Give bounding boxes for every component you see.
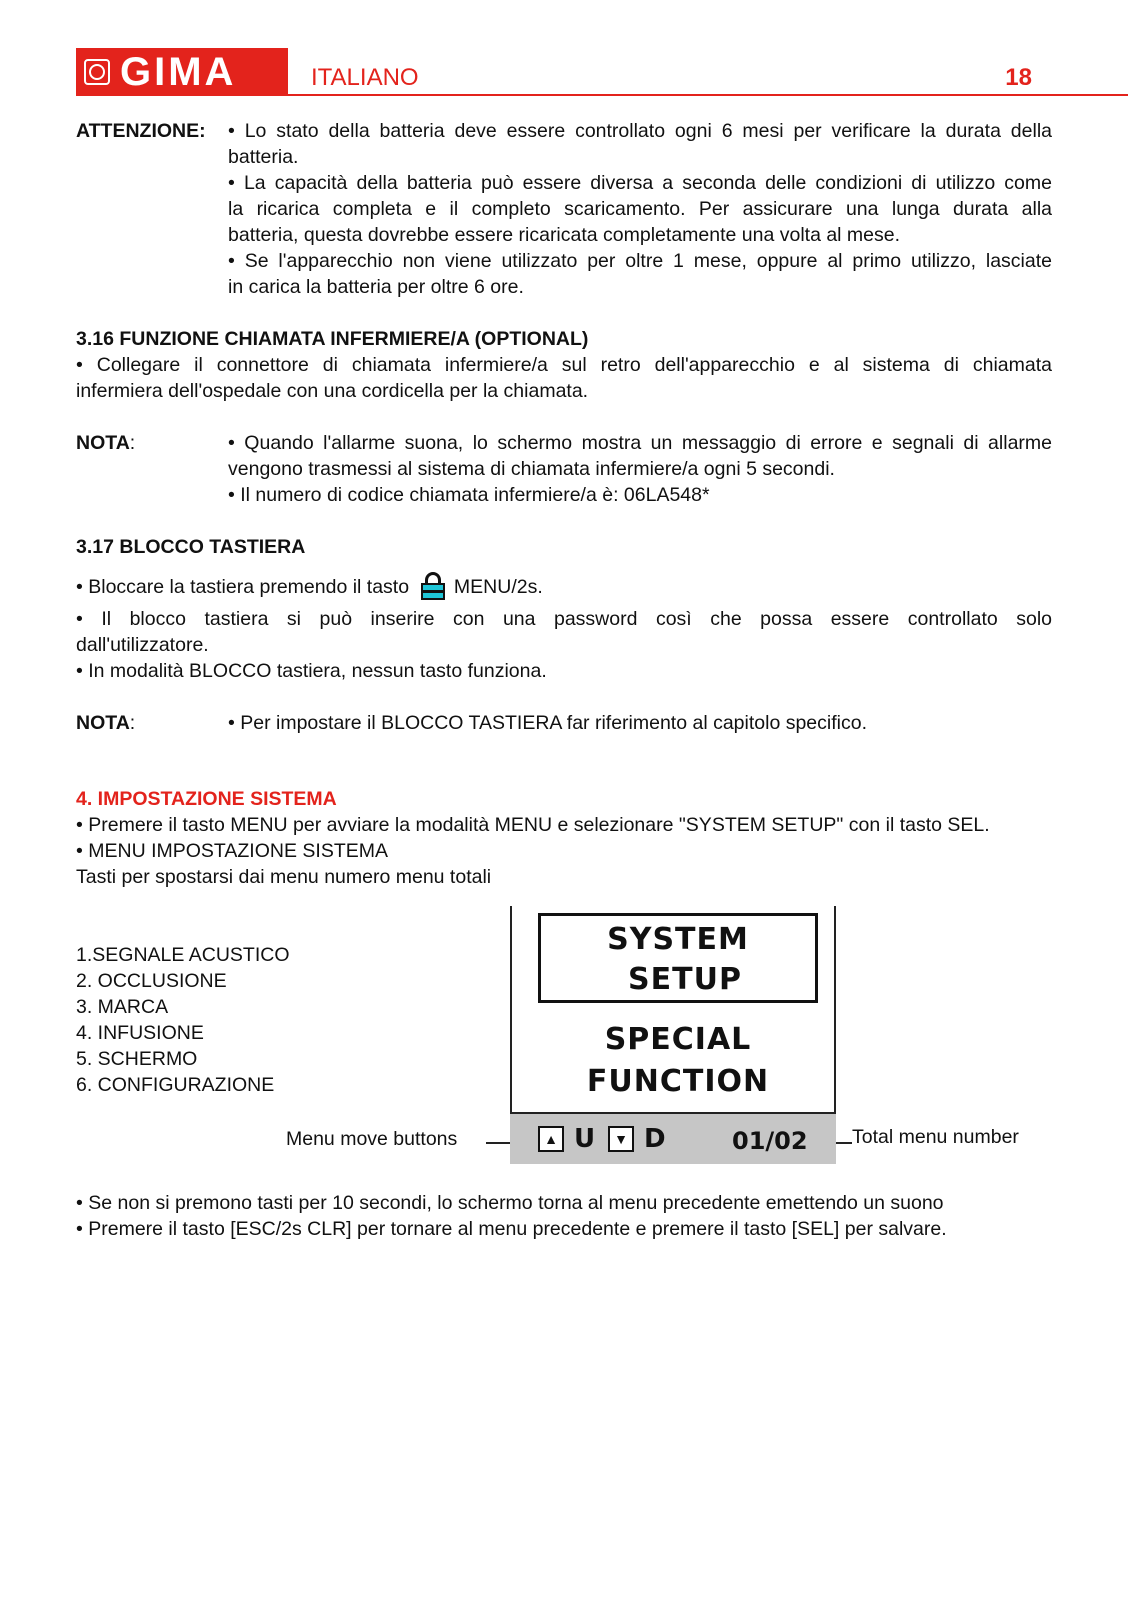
section-316-heading: 3.16 FUNZIONE CHIAMATA INFERMIERE/A (OPTIONAL) — [76, 328, 589, 350]
screen-title-line-1: SYSTEM — [607, 922, 749, 957]
section-316-line-1: • Collegare il connettore di chiamata infermiere/a sul retro dell'apparecchio e al sistema di chiamata — [76, 354, 1052, 376]
nota-316-label: NOTA: — [76, 432, 136, 454]
attenzione-line-6: • Se l'apparecchio non viene utilizzato per oltre 1 mese, oppure al primo utilizzo, lasciate — [228, 250, 1052, 272]
section-4-line-2: • MENU IMPOSTAZIONE SISTEMA — [76, 840, 388, 862]
attenzione-line-4: la ricarica completa e il completo scaricamento. Per assicurare una lunga durata alla — [228, 198, 1052, 220]
attenzione-line-1: • Lo stato della batteria deve essere controllato ogni 6 mesi per verificare la durata della — [228, 120, 1052, 142]
section-317-line-1: • Bloccare la tastiera premendo il tasto MENU/2s. — [76, 572, 1052, 600]
attenzione-line-3: • La capacità della batteria può essere diversa a seconda delle condizioni di utilizzo come — [228, 172, 1052, 194]
logo-text: GIMA — [120, 50, 237, 94]
nota-316-line-1: • Quando l'allarme suona, lo schermo mostra un messaggio di errore e segnali di allarme — [228, 432, 1052, 454]
section-4-heading: 4. IMPOSTAZIONE SISTEMA — [76, 788, 337, 810]
screen-title-line-2: SETUP — [628, 962, 742, 997]
header-rule — [76, 94, 1128, 96]
screen-option-line-1: SPECIAL — [604, 1022, 752, 1057]
menu-item-3: 3. MARCA — [76, 996, 169, 1018]
section-4-line-3: Tasti per spostarsi dai menu numero menu totali — [76, 866, 492, 888]
callout-line-left — [486, 1142, 510, 1144]
arrow-up-icon: ▲ — [538, 1126, 564, 1152]
section-4-footer-line-2: • Premere il tasto [ESC/2s CLR] per tornare al menu precedente e premere il tasto [SEL] per salvare. — [76, 1218, 947, 1240]
header-language: ITALIANO — [311, 64, 419, 91]
menu-item-1: 1.SEGNALE ACUSTICO — [76, 944, 290, 966]
menu-item-6: 6. CONFIGURAZIONE — [76, 1074, 275, 1096]
screen-selected-item — [538, 913, 818, 1003]
lock-key-icon — [421, 572, 445, 600]
nota-317-text: • Per impostare il BLOCCO TASTIERA far riferimento al capitolo specifico. — [228, 712, 867, 734]
nota-317-label: NOTA: — [76, 712, 136, 734]
attenzione-label: ATTENZIONE: — [76, 120, 206, 142]
logo-seal-icon — [84, 59, 110, 85]
section-4-line-1: • Premere il tasto MENU per avviare la modalità MENU e selezionare "SYSTEM SETUP" con il tasto SEL. — [76, 814, 990, 836]
callout-line-right — [836, 1142, 852, 1144]
section-4-footer-line-1: • Se non si premono tasti per 10 secondi, lo schermo torna al menu precedente emettendo un suono — [76, 1192, 944, 1214]
page-indicator: 01/02 — [732, 1127, 808, 1155]
menu-item-4: 4. INFUSIONE — [76, 1022, 204, 1044]
section-317-heading: 3.17 BLOCCO TASTIERA — [76, 536, 306, 558]
page-number: 18 — [1005, 64, 1032, 91]
callout-total-menu-number: Total menu number — [852, 1126, 1019, 1148]
attenzione-line-7: in carica la batteria per oltre 6 ore. — [228, 276, 524, 298]
nota-316-line-3: • Il numero di codice chiamata infermiere/a è: 06LA548* — [228, 484, 710, 506]
attenzione-line-2: batteria. — [228, 146, 299, 168]
menu-item-5: 5. SCHERMO — [76, 1048, 198, 1070]
section-317-line-3: dall'utilizzatore. — [76, 634, 209, 656]
gima-logo — [76, 48, 288, 96]
section-317-line-4: • In modalità BLOCCO tastiera, nessun tasto funziona. — [76, 660, 547, 682]
down-button-letter: D — [644, 1124, 666, 1154]
up-button-letter: U — [574, 1124, 596, 1154]
screen-option-line-2: FUNCTION — [586, 1064, 770, 1099]
callout-menu-move-buttons: Menu move buttons — [286, 1128, 458, 1150]
nota-316-line-2: vengono trasmessi al sistema di chiamata infermiere/a ogni 5 secondi. — [228, 458, 835, 480]
attenzione-line-5: batteria, questa dovrebbe essere ricaricata completamente una volta al mese. — [228, 224, 901, 246]
section-317-line-2: • Il blocco tastiera si può inserire con una password così che possa essere controllato solo — [76, 608, 1052, 630]
section-316-line-2: infermiera dell'ospedale con una cordicella per la chiamata. — [76, 380, 589, 402]
arrow-down-icon: ▼ — [608, 1126, 634, 1152]
screen-status-bar — [510, 1112, 836, 1164]
menu-item-2: 2. OCCLUSIONE — [76, 970, 227, 992]
